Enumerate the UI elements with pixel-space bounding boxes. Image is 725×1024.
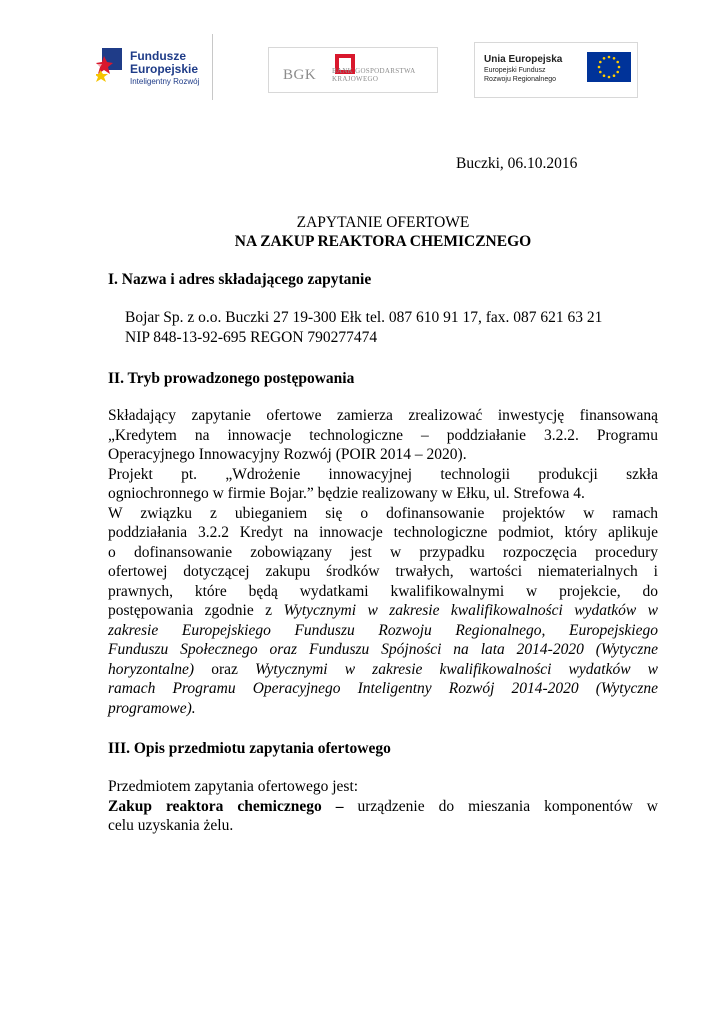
ue-sub-2: Rozwoju Regionalnego (484, 76, 556, 83)
p1-line-2: „Kredytem na innowacje technologiczne – poddziałanie 3.2.2. Programu (108, 426, 658, 444)
p3-line-6a: postępowania zgodnie z (108, 602, 284, 619)
p3-line-8: Funduszu Społecznego oraz Funduszu Spójności na lata 2014-2020 (Wytyczne (108, 641, 658, 658)
p1-line-3: Operacyjnego Innowacyjny Rozwój (POIR 2014 – 2020). (108, 446, 467, 463)
p3-line-10: ramach Programu Operacyjnego Inteligentny Rozwój 2014-2020 (Wytyczne (108, 680, 658, 697)
address-line-1: Bojar Sp. z o.o. Buczki 27 19-300 Ełk tel. 087 610 91 17, fax. 087 621 63 21 (125, 309, 603, 326)
item-bold: Zakup reaktora chemicznego (108, 797, 336, 815)
bgk-full-line-1: BANK GOSPODARSTWA (332, 67, 416, 75)
section-3-heading: III. Opis przedmiotu zapytania ofertowego (108, 740, 391, 757)
p1-line-1: Składający zapytanie ofertowe zamierza zrealizować inwestycję finansowaną (108, 407, 658, 424)
section-2-body (108, 406, 658, 718)
section-2-heading: II. Tryb prowadzonego postępowania (108, 370, 355, 387)
section-3-body (108, 777, 658, 836)
bgk-full-line-2: KRAJOWEGO (332, 75, 379, 83)
p3-line-11: programowe). (108, 699, 196, 717)
bgk-full-name (332, 67, 415, 83)
p3-line-9b: oraz (194, 660, 256, 678)
p3-line-9c: Wytycznymi w zakresie kwalifikowalności wydatków w (255, 660, 659, 678)
logo-fundusze-europejskie (96, 38, 216, 98)
ue-logo-text (484, 53, 562, 84)
p3-line-2: poddziałania 3.2.2 Kredyt na innowacje technologiczne podmiot, który aplikuje (108, 524, 658, 541)
p3-line-1: W związku z ubieganiem się o dofinansowanie projektów w ramach (108, 504, 658, 522)
logo-bgk (268, 47, 438, 93)
p3-line-9a: horyzontalne) (108, 660, 195, 678)
logo-unia-europejska (474, 42, 638, 98)
address-block (125, 308, 665, 347)
fe-line-2: Europejskie (130, 62, 199, 76)
p3-line-6 (108, 601, 658, 621)
address-line-2: NIP 848-13-92-695 REGON 790277474 (125, 328, 378, 346)
section-1-heading: I. Nazwa i adres składającego zapytanie (108, 271, 372, 288)
ue-sub-1: Europejski Fundusz (484, 67, 546, 74)
fe-star-icon (96, 48, 126, 82)
fe-line-1: Fundusze (130, 49, 186, 63)
p3-line-9 (108, 660, 658, 680)
p3-line-7: zakresie Europejskiego Funduszu Rozwoju Regionalnego, Europejskiego (108, 621, 658, 639)
place-date: Buczki, 06.10.2016 (456, 155, 578, 172)
p3-line-6b: Wytycznymi w zakresie kwalifikowalności wydatków w (283, 602, 658, 619)
fe-logo-text (130, 50, 199, 88)
p3-line-3: o dofinansowanie zobowiązany jest w przypadku rozpoczęcia procedury (108, 543, 658, 561)
fe-line-3: Inteligentny Rozwój (130, 77, 200, 86)
document-title-line-2: NA ZAKUP REAKTORA CHEMICZNEGO (234, 233, 532, 250)
document-title-line-1: ZAPYTANIE OFERTOWE (296, 214, 470, 231)
p2-line-2: ogniochronnego w firmie Bojar.” będzie realizowany w Ełku, ul. Strefowa 4. (108, 485, 585, 502)
bgk-name: BGK (283, 67, 317, 83)
item-rest: urządzenie do mieszania komponentów w (343, 797, 658, 815)
p3-line-5: prawnych, które będą wydatkami kwalifikowalnymi w projekcie, do (108, 582, 658, 600)
section-3-intro: Przedmiotem zapytania ofertowego jest: (108, 778, 359, 795)
item-dash: – (335, 797, 344, 815)
section-3-item-line-2: celu uzyskania żelu. (108, 817, 234, 834)
ue-title: Unia Europejska (484, 54, 563, 65)
p2-line-1: Projekt pt. „Wdrożenie innowacyjnej technologii produkcji szkła (108, 465, 658, 483)
eu-flag-icon (587, 52, 631, 82)
logo-divider (212, 34, 213, 100)
section-3-item-line-1 (108, 797, 658, 817)
p3-line-4: ofertowej dotyczącej zakupu środków trwałych, wartości niematerialnych i (108, 563, 658, 580)
